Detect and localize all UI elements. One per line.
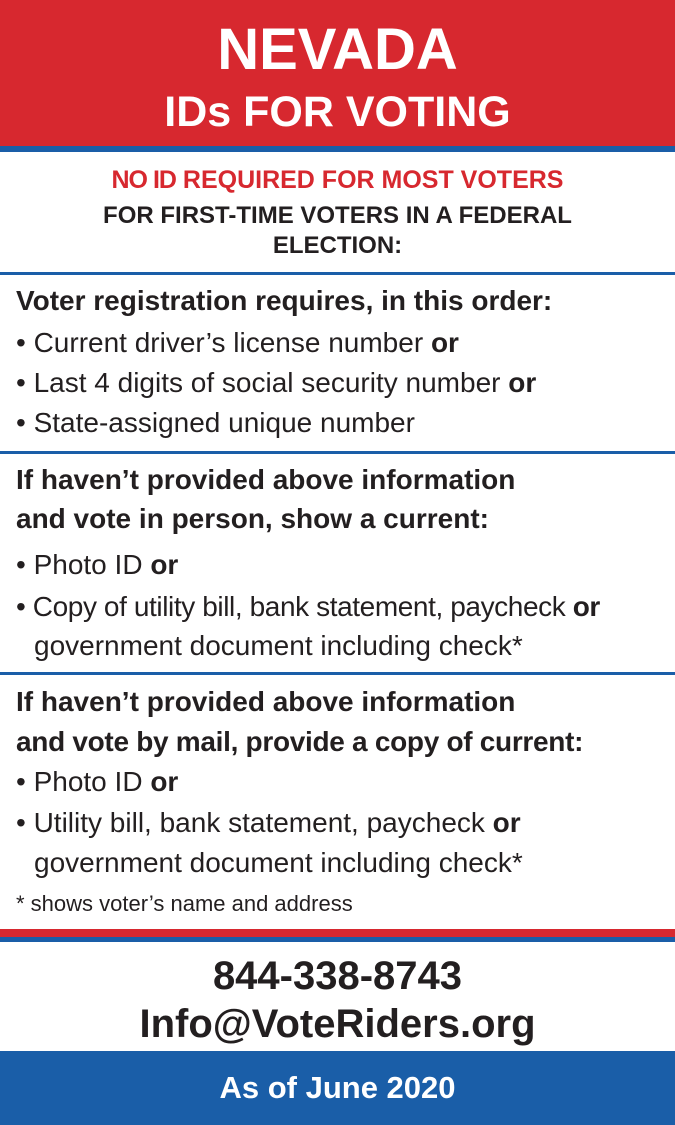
list-item: • Copy of utility bill, bank statement, paycheck or <box>16 591 600 622</box>
phone-number: 844-338-8743 <box>212 954 463 998</box>
section3-title-line1: If haven’t provided above information <box>16 686 516 717</box>
section3-title-line2: and vote by mail, provide a copy of current: <box>16 726 584 757</box>
footer-banner <box>0 1051 675 1125</box>
no-id-lead: NO ID <box>111 166 176 194</box>
page-title: NEVADA <box>217 17 458 82</box>
section2-title-line2: and vote in person, show a current: <box>16 503 489 534</box>
divider-blue <box>0 937 675 942</box>
first-time-voters-heading: FOR FIRST-TIME VOTERS IN A FEDERAL ELECTION: <box>103 202 572 259</box>
section1-title: Voter registration requires, in this order: <box>16 285 553 316</box>
list-item: • Photo ID or <box>16 766 179 797</box>
list-item: • Last 4 digits of social security number or <box>16 367 537 398</box>
list-item-continuation: government document including check* <box>34 630 523 661</box>
list-item: • Utility bill, bank statement, paycheck or <box>16 807 521 838</box>
list-item: • State-assigned unique number <box>16 407 415 438</box>
header-banner <box>0 0 675 146</box>
list-item: • Photo ID or <box>16 549 179 580</box>
divider-blue <box>0 272 675 275</box>
email-address: Info@VoteRiders.org <box>139 1002 536 1046</box>
no-id-rest: REQUIRED FOR MOST VOTERS <box>175 166 564 194</box>
divider-blue <box>0 146 675 152</box>
divider-blue <box>0 451 675 454</box>
list-item: • Current driver’s license number or <box>16 327 459 358</box>
divider-blue <box>0 672 675 675</box>
date-label: As of June 2020 <box>219 1070 456 1105</box>
list-item-continuation: government document including check* <box>34 847 523 878</box>
footnote: * shows voter’s name and address <box>16 891 353 916</box>
section2-title-line1: If haven’t provided above information <box>16 464 516 495</box>
divider-red <box>0 929 675 937</box>
page-subtitle: IDs FOR VOTING <box>164 88 511 136</box>
no-id-notice <box>0 164 675 196</box>
